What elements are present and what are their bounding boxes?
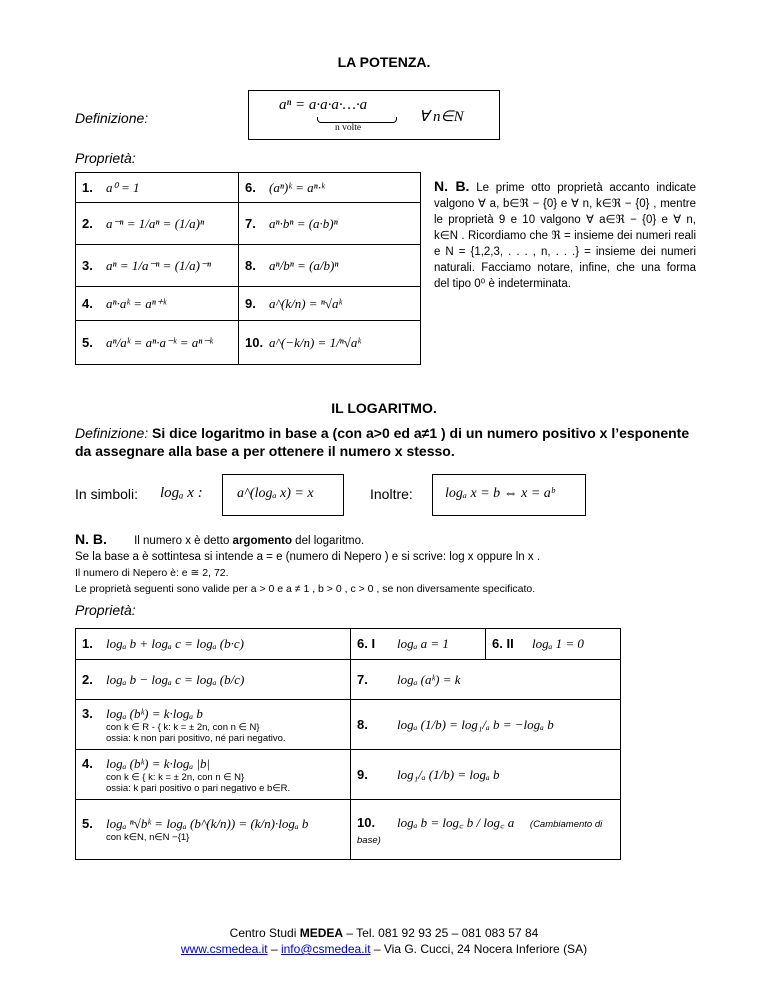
- log-prop-4-note1: con k ∈ { k: k = ± 2n, con n ∈ N}: [106, 771, 245, 783]
- log-symbols-formula: logₐ x :: [160, 485, 203, 501]
- log-nb-argomento: argomento: [232, 535, 292, 547]
- log-prop-10-note: (Cambiamento di base): [357, 819, 603, 846]
- power-properties-table: [75, 172, 421, 365]
- footer-email-link[interactable]: info@csmedea.it: [280, 942, 371, 956]
- power-nb-text1: Le prime otto proprietà accanto indicate valgono ∀ a, b∈ℜ − {0} e ∀ n, k∈ℜ − {0} , mentre le proprietà 9 e 10 valgono ∀ a∈ℜ − {0} e ∀ n, k∈N .: [434, 182, 697, 242]
- footer-phones: – Tel. 081 92 93 25 – 081 083 57 84: [343, 926, 539, 940]
- footer-website-link[interactable]: www.csmedea.it: [180, 942, 268, 956]
- power-prop-9: 9. a^(k/n) = ⁿ√aᵏ: [239, 287, 421, 321]
- power-definition-box: [248, 90, 500, 140]
- log-prop-5: 5. logₐ ⁿ√bᵏ = logₐ (b^(k/n)) = (k/n)·logₐ b con k∈N, n∈N −{1}: [76, 800, 351, 860]
- log-inoltre-label: Inoltre:: [370, 486, 413, 502]
- footer: [0, 925, 768, 957]
- footer-line1: [0, 925, 768, 941]
- log-definition-label: Definizione:: [75, 425, 149, 441]
- power-properties-label: Proprietà:: [75, 150, 136, 166]
- log-prop-4-note2: ossia: k pari positivo o pari negativo e b∈R.: [106, 782, 291, 794]
- power-nb-text3: Facciamo notare, infine, che una forma del tipo 0⁰ è indeterminata.: [434, 262, 697, 290]
- log-properties-label: Proprietà:: [75, 602, 136, 618]
- log-prop-8: 8. logₐ (1/b) = log₁/ₐ b = −logₐ b: [351, 700, 621, 750]
- power-prop-8: 8. aⁿ/bⁿ = (a/b)ⁿ: [239, 245, 421, 287]
- log-prop-3: 3. logₐ (bᵏ) = k·logₐ b con k ∈ R - { k: k = ± 2n, con n ∈ N} ossia: k non pari positivo, né pari negativo.: [76, 700, 351, 750]
- log-nb-line3: Il numero di Nepero è: e ≅ 2, 72.: [75, 567, 229, 579]
- log-identity-formula: a^(logₐ x) = x: [237, 486, 314, 501]
- log-prop-6-I: 6. I logₐ a = 1: [351, 629, 486, 659]
- footer-line2: [0, 941, 768, 957]
- log-prop-1: 1. logₐ b + logₐ c = logₐ (b·c): [76, 629, 351, 660]
- power-definition-formula: aⁿ = a·a·a·…·a: [279, 97, 368, 113]
- log-symbols-label: In simboli:: [75, 486, 139, 502]
- log-equivalence-formula: logₐ x = b ⇔ x = aᵇ: [445, 486, 555, 501]
- log-nb-label: N. B.: [75, 531, 107, 547]
- log-nb-block: [75, 531, 715, 597]
- log-prop-6-II: 6. II logₐ 1 = 0: [492, 636, 584, 651]
- log-prop-7: 7. logₐ (aᵏ) = k: [351, 660, 621, 700]
- power-prop-3: 3. aⁿ = 1/a⁻ⁿ = (1/a)⁻ⁿ: [76, 245, 239, 287]
- footer-separator: –: [267, 942, 281, 956]
- power-nb-text2: Ricordiamo che ℜ = insieme dei numeri reali e N = {1,2,3, . . . , n, . . .} = insieme dei numeri naturali.: [434, 230, 696, 274]
- log-box-identity: [222, 474, 344, 516]
- power-definition-label: Definizione:: [75, 110, 149, 126]
- log-definition-text: Si dice logaritmo in base a (con a>0 ed a≠1 ) di un numero positivo x l’esponente da assegnare alla base a per ottenere il numero x stesso.: [75, 425, 690, 459]
- log-prop-3-note1: con k ∈ R - { k: k = ± 2n, con n ∈ N}: [106, 721, 260, 733]
- power-nb-label: N. B.: [434, 178, 470, 194]
- power-prop-7: 7. aⁿ·bⁿ = (a·b)ⁿ: [239, 203, 421, 245]
- log-prop-4: 4. logₐ (bᵏ) = k·logₐ |b| con k ∈ { k: k = ± 2n, con n ∈ N} ossia: k pari positivo o pari negativo e b∈R.: [76, 750, 351, 800]
- log-nb-line1-pre: Il numero x è detto: [134, 535, 230, 547]
- log-nb-line1: [75, 531, 715, 549]
- log-definition: [75, 424, 695, 460]
- power-nb-block: [434, 178, 696, 292]
- power-prop-4: 4. aⁿ·aᵏ = aⁿ⁺ᵏ: [76, 287, 239, 321]
- log-prop-6: [351, 629, 621, 660]
- footer-org-name: MEDEA: [299, 926, 344, 940]
- log-prop-10: 10. logₐ b = log꜀ b / log꜀ a (Cambiamento di base): [351, 800, 621, 860]
- footer-org-prefix: Centro Studi: [229, 926, 300, 940]
- brace-note: n volte: [335, 123, 362, 133]
- log-nb-line4: Le proprietà seguenti sono valide per a > 0 e a ≠ 1 , b > 0 , c > 0 , se non diversamente specificato.: [75, 583, 536, 595]
- page-title: LA POTENZA.: [337, 54, 431, 70]
- log-section-title: IL LOGARITMO.: [331, 400, 437, 416]
- log-properties-table: [75, 628, 621, 860]
- log-prop-9: 9. log₁/ₐ (1/b) = logₐ b: [351, 750, 621, 800]
- footer-address: – Via G. Cucci, 24 Nocera Inferiore (SA): [370, 942, 588, 956]
- power-prop-6: 6. (aⁿ)ᵏ = aⁿ·ᵏ: [239, 173, 421, 203]
- log-box-equivalence: [432, 474, 586, 516]
- log-prop-3-note2: ossia: k non pari positivo, né pari negativo.: [106, 732, 286, 744]
- log-prop-2: 2. logₐ b − logₐ c = logₐ (b/c): [76, 660, 351, 700]
- power-prop-2: 2. a⁻ⁿ = 1/aⁿ = (1/a)ⁿ: [76, 203, 239, 245]
- log-nb-line1-post: del logaritmo.: [295, 535, 365, 547]
- power-prop-5: 5. aⁿ/aᵏ = aⁿ·a⁻ᵏ = aⁿ⁻ᵏ: [76, 321, 239, 365]
- log-prop-5-note1: con k∈N, n∈N −{1}: [106, 832, 190, 843]
- power-definition-quantifier: ∀ n∈N: [419, 109, 464, 125]
- log-nb-line2: Se la base a è sottintesa si intende a = e (numero di Nepero ) e si scrive: log x oppure ln x .: [75, 551, 541, 563]
- power-prop-10: 10. a^(−k/n) = 1/ⁿ√aᵏ: [239, 321, 421, 365]
- power-prop-1: 1. a⁰ = 1: [76, 173, 239, 203]
